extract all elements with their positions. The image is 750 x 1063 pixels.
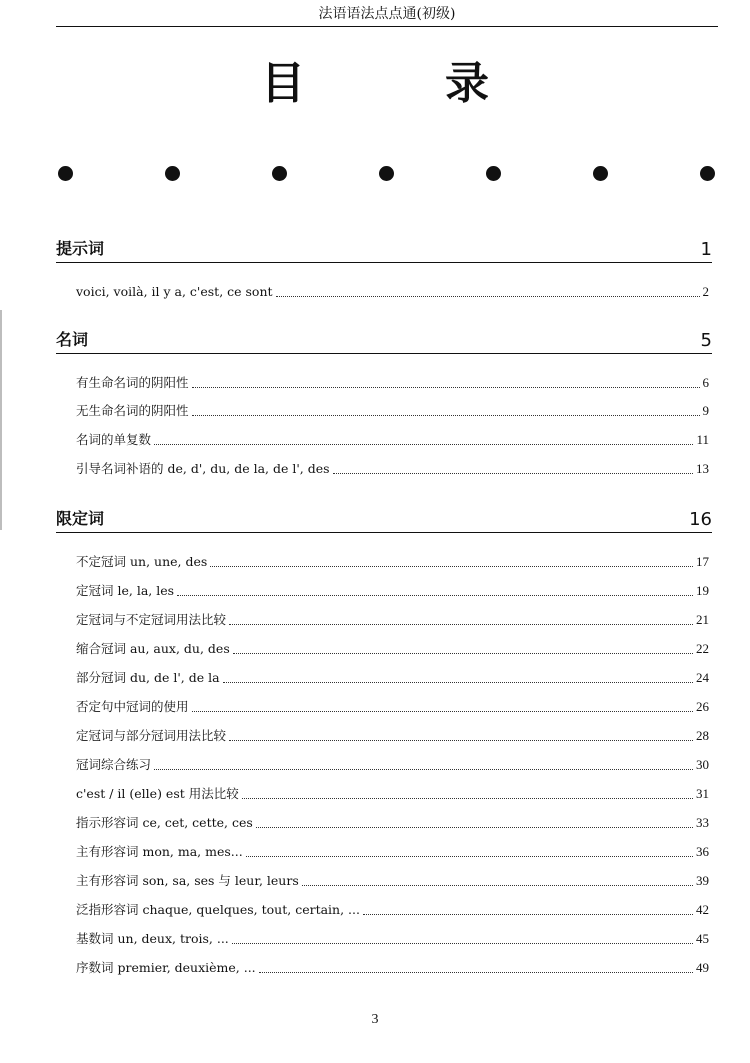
toc-entry-label: 定冠词 le, la, les — [76, 583, 175, 598]
toc-entry[interactable] — [76, 782, 709, 802]
bullet-dot-icon — [272, 166, 287, 181]
toc-entry-label: 定冠词与部分冠词用法比较 — [76, 728, 227, 743]
toc-section-heading[interactable] — [56, 506, 712, 533]
toc-entry-label: 主有形容词 mon, ma, mes... — [76, 844, 243, 859]
toc-entry-page: 28 — [696, 728, 709, 743]
toc-entry-page: 49 — [696, 960, 709, 975]
toc-entry-page: 2 — [702, 284, 709, 299]
toc-entry-label: 引导名词补语的 de, d', du, de la, de l', des — [76, 461, 330, 476]
bullet-dot-icon — [58, 166, 73, 181]
dot-leader — [246, 856, 693, 857]
page-title: 目 录 — [261, 58, 537, 109]
toc-entry-label: 主有形容词 son, sa, ses 与 leur, leurs — [76, 873, 299, 888]
dot-leader — [210, 566, 693, 567]
dot-leader — [229, 624, 693, 625]
dot-leader — [192, 415, 700, 416]
dot-leader — [154, 444, 693, 445]
toc-entry[interactable] — [76, 956, 709, 976]
toc-entry-page: 31 — [696, 786, 709, 801]
dot-leader — [363, 914, 693, 915]
toc-entry-page: 30 — [696, 757, 709, 772]
toc-entry[interactable] — [76, 666, 709, 686]
toc-entry-page: 42 — [696, 902, 709, 917]
toc-entry[interactable] — [76, 869, 709, 889]
toc-entry-page: 45 — [696, 931, 709, 946]
toc-entry[interactable] — [76, 695, 709, 715]
toc-entry-page: 19 — [696, 583, 709, 598]
bullet-dot-icon — [486, 166, 501, 181]
toc-entry-page: 33 — [696, 815, 709, 830]
toc-entry[interactable] — [76, 457, 709, 477]
running-header: 法语语法点点通(初级) — [318, 6, 456, 22]
scan-edge-mark — [0, 310, 2, 530]
toc-entry-label: 部分冠词 du, de l', de la — [76, 670, 220, 685]
toc-entry[interactable] — [76, 428, 709, 448]
toc-entry-label: 基数词 un, deux, trois, ... — [76, 931, 229, 946]
toc-entry[interactable] — [76, 579, 709, 599]
bullet-dot-icon — [593, 166, 608, 181]
toc-section-heading[interactable] — [56, 236, 712, 263]
dot-leader — [302, 885, 693, 886]
toc-entry-page: 6 — [702, 375, 709, 390]
page-number-footer: 3 — [371, 1012, 379, 1027]
decorative-dots-row — [0, 166, 750, 182]
toc-entry-page: 24 — [696, 670, 709, 685]
toc-entry-page: 39 — [696, 873, 709, 888]
toc-entry-label: 缩合冠词 au, aux, du, des — [76, 641, 230, 656]
toc-entry[interactable] — [76, 898, 709, 918]
toc-entry[interactable] — [76, 399, 709, 419]
bullet-dot-icon — [700, 166, 715, 181]
dot-leader — [242, 798, 693, 799]
toc-entry-label: 否定句中冠词的使用 — [76, 699, 189, 714]
toc-entry-page: 17 — [696, 554, 709, 569]
toc-entry-page: 22 — [696, 641, 709, 656]
dot-leader — [154, 769, 693, 770]
dot-leader — [232, 943, 693, 944]
header-rule — [56, 26, 718, 27]
dot-leader — [223, 682, 693, 683]
toc-entry-label: 有生命名词的阴阳性 — [76, 375, 189, 390]
toc-entry-page: 36 — [696, 844, 709, 859]
toc-entry-label: 无生命名词的阴阳性 — [76, 403, 189, 418]
dot-leader — [192, 711, 693, 712]
section-page-number: 5 — [700, 330, 712, 351]
dot-leader — [333, 473, 693, 474]
toc-section-heading[interactable] — [56, 327, 712, 354]
toc-entry-page: 9 — [702, 403, 709, 418]
toc-entry[interactable] — [76, 753, 709, 773]
dot-leader — [256, 827, 693, 828]
section-page-number: 1 — [700, 239, 712, 260]
toc-entry[interactable] — [76, 927, 709, 947]
dot-leader — [192, 387, 700, 388]
section-page-number: 16 — [689, 509, 712, 530]
toc-entry[interactable] — [76, 637, 709, 657]
section-title: 限定词 — [56, 509, 105, 528]
toc-entry-page: 21 — [696, 612, 709, 627]
dot-leader — [233, 653, 693, 654]
toc-entry-label: 定冠词与不定冠词用法比较 — [76, 612, 227, 627]
toc-entry[interactable] — [76, 840, 709, 860]
toc-entry-label: voici, voilà, il y a, c'est, ce sont — [76, 284, 273, 299]
toc-entry-label: 指示形容词 ce, cet, cette, ces — [76, 815, 253, 830]
toc-entry-page: 26 — [696, 699, 709, 714]
toc-entry-label: 名词的单复数 — [76, 432, 152, 447]
dot-leader — [177, 595, 693, 596]
dot-leader — [276, 296, 700, 297]
dot-leader — [229, 740, 693, 741]
bullet-dot-icon — [165, 166, 180, 181]
dot-leader — [259, 972, 693, 973]
toc-entry[interactable] — [76, 608, 709, 628]
toc-entry[interactable] — [76, 371, 709, 391]
toc-entry-label: 不定冠词 un, une, des — [76, 554, 208, 569]
toc-entry-page: 11 — [696, 432, 709, 447]
toc-entry[interactable] — [76, 811, 709, 831]
toc-entry-page: 13 — [696, 461, 709, 476]
toc-entry[interactable] — [76, 550, 709, 570]
toc-entry-label: 泛指形容词 chaque, quelques, tout, certain, ... — [76, 902, 360, 917]
toc-entry-label: 序数词 premier, deuxième, ... — [76, 960, 256, 975]
toc-entry[interactable] — [76, 280, 709, 300]
toc-entry-label: c'est / il (elle) est 用法比较 — [76, 786, 239, 801]
toc-entry-label: 冠词综合练习 — [76, 757, 152, 772]
section-title: 名词 — [56, 330, 89, 349]
bullet-dot-icon — [379, 166, 394, 181]
section-title: 提示词 — [56, 239, 105, 258]
toc-entry[interactable] — [76, 724, 709, 744]
